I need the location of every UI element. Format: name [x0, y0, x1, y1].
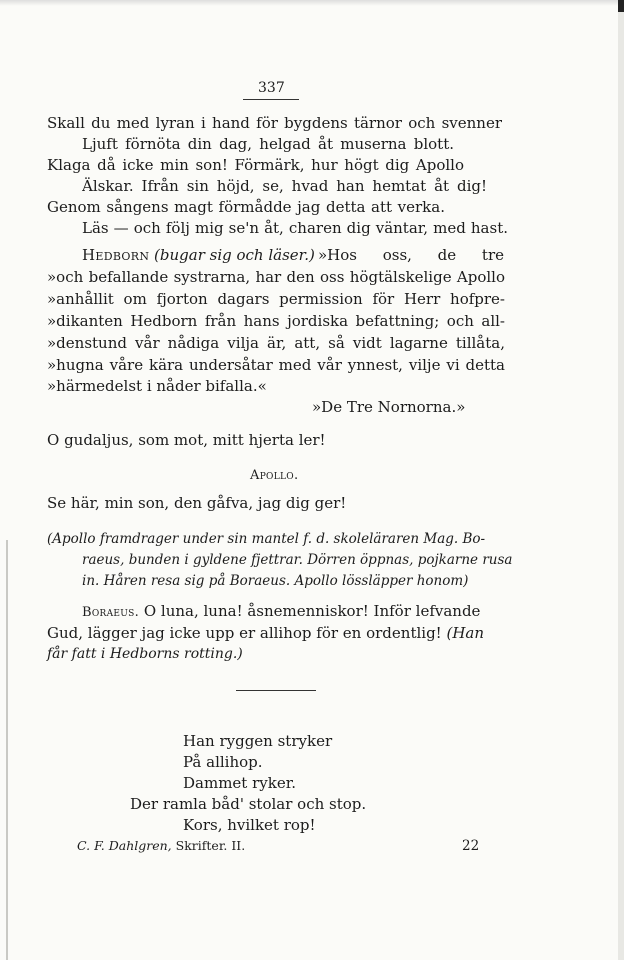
prose-line: »Hos oss, de tre [318, 246, 504, 264]
page-top-edge [0, 0, 624, 6]
prose-line: »härmedelst i nåder bifalla.« [47, 377, 267, 395]
page-edge-mark [618, 0, 624, 12]
speaker-name: Boraeus. [82, 605, 140, 620]
stage-direction: får fatt i Hedborns rotting.) [47, 646, 243, 662]
prose-line: »hugna våre kära undersåtar med vår ynnest, vilje vi detta [47, 356, 505, 374]
verse-line: Läs — och följ mig se'n åt, charen dig väntar, med hast. [82, 219, 508, 237]
page-number: 337 [258, 80, 285, 96]
boraeus-line-2 [47, 623, 484, 643]
speech-text: Gud, lägger jag icke upp er allihop för en ordentlig! [47, 624, 442, 642]
verse-line: Klaga då icke min son! Förmärk, hur högt dig Apollo [47, 156, 464, 174]
verse-line: Skall du med lyran i hand för bygdens tärnor och svenner [47, 114, 502, 132]
footer-author: C. F. Dahlgren, [77, 838, 172, 853]
signature-line: »De Tre Nornorna.» [312, 398, 466, 416]
prose-line: »denstund vår nådiga vilja är, att, så vidt lagarne tillåta, [47, 334, 505, 352]
hedborn-heading [82, 245, 315, 265]
speech-text: O luna, luna! åsnemenniskor! Inför lefvande [143, 602, 481, 620]
page-right-edge [618, 0, 624, 960]
prose-line: »dikanten Hedborn från hans jordiska befattning; och all- [47, 312, 505, 330]
prose-line: »och befallande systrarna, har den oss högtälskelige Apollo [47, 268, 505, 286]
verse-line: Älskar. Ifrån sin höjd, se, hvad han hemtat åt dig! [82, 177, 487, 195]
signature-mark: 22 [462, 838, 480, 854]
footer-left [77, 838, 245, 853]
exclamation-line: O gudaljus, som mot, mitt hjerta ler! [47, 431, 326, 449]
stage-direction: (Apollo framdrager under sin mantel f. d. skoleläraren Mag. Bo- [47, 531, 486, 547]
page-left-binding [6, 540, 8, 960]
stage-direction: (Han [446, 624, 485, 642]
speaker-name: Hedborn [82, 246, 150, 264]
stage-direction: in. Håren resa sig på Boraeus. Apollo lössläpper honom) [82, 573, 469, 589]
verse-line: Genom sångens magt förmådde jag detta att verka. [47, 198, 445, 216]
stage-direction: raeus, bunden i gyldene fjettrar. Dörren öppnas, pojkarne rusa [82, 552, 513, 568]
section-divider [236, 690, 316, 691]
song-line: Kors, hvilket rop! [183, 816, 316, 834]
song-line: Der ramla båd' stolar och stop. [130, 795, 367, 813]
verse-line: Se här, min son, den gåfva, jag dig ger! [47, 494, 347, 512]
verse-line: Ljuft förnöta din dag, helgad åt muserna blott. [82, 135, 454, 153]
boraeus-line-1 [82, 601, 480, 623]
footer-work: Skrifter. II. [175, 838, 246, 853]
song-line: Dammet ryker. [183, 774, 296, 792]
prose-line: »anhållit om fjorton dagars permission för Herr hofpre- [47, 290, 505, 308]
stage-direction: (bugar sig och läser.) [154, 246, 315, 264]
speaker-name: Apollo. [250, 468, 299, 483]
song-line: På allihop. [183, 753, 263, 771]
song-line: Han ryggen stryker [183, 732, 333, 750]
page-number-rule [243, 99, 299, 100]
